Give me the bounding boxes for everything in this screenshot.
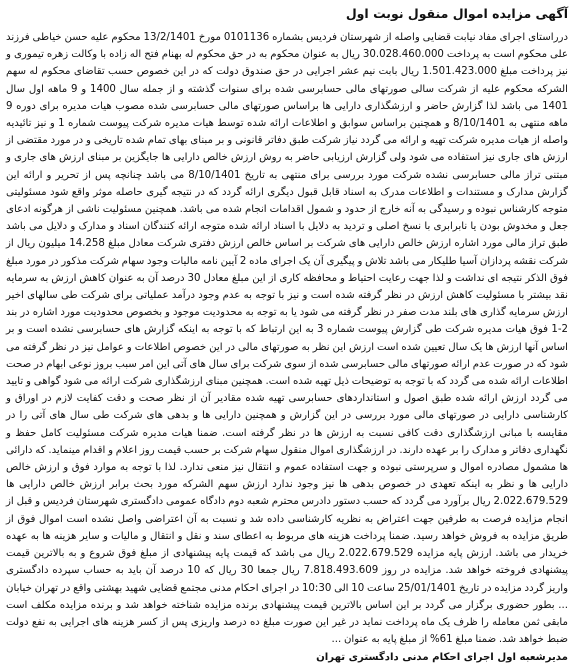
notice-body: درراستای اجرای مفاد نیابت قضایی واصله از شهرستان فردیس بشماره 0101136 مورخ 13/2/1401 محکوم علیه حسن خیاطی فرزند علی محکوم است به پرداخت 30.028.460.000 ریال به عنوان محکوم به در حق محکوم له بهنام فتح اله زاده با وکالت زهره تیموری و نیز پرداخت مبلغ 1.501.423.000 ریال بابت نیم عشر اجرایی در حق صندوق دولت که در این خصوص حسب تقاضای محکوم له سهم الشرکه محکوم علیه از شرکت سالی صورتهای مالی حسابرسی شده برای سنوات گذشته و از جمله سال 1400 و 9 ماهه اول سال 1401 می باشد لذا گزارش حاضر و ارزشگذاری دارایی ها براساس صورتهای مالی حسابرسی شده مصوب هیات مدیره برای دوره 9 ماهه منتهی به 8/10/1401 و همچنین براساس سوابق و اطلاعات ارائه شده توسط هیات مدیره شرکت پیوست شماره 1 و نیز تائیدیه واصله از هیات مدیره شرکت تهیه و ارائه می گردد نیاز شرکت طبق دفاتر قانونی و بر مبنای بهای تمام شده تاریخی و در مورد مقتضی از ارزش های جاری نیز استفاده می شود ولی گزارش ارزیابی حاضر به روش ارزش خالص دارایی ها جایگزین بر مبنای ارزش های جاری و مبتنی تراز مالی حسابرسی نشده شرکت مورد بررسی برای منتهی به تاریخ 8/10/1401 می باشد چنانچه پس از تحریر و ارائه این گزارش مدارک و مستندات و اطلاعات مدرک به اسناد قابل قبول دیگری ارائه گردد که در نتیجه گیری حاصله موثر واقع شود مسئولیتی متوجه کارشناس نبوده و رسیدگی به آنه خارج از حدود و شمول اقدامات انجام شده می باشد. همچنین مسئولیت ناشی از هرگونه ادعای جعل و مخدوش بودن یا نابرابری با نسخ اصلی و تردید به دلایل با اسناد ارائه شده متوجه ارائه کنندگان اسناد و مدارک و دلایل می باشد طبق تراز مالی مورد اشاره ارزش خالص دارایی های شرکت بر اساس خالص ارزش دفتری شرکت معادل مبلغ 14.258 میلیون ریال از شرکت نقشه پردازان آسیا طلیکار می باشد تلاش و پیگیری آن یک اجرای ماده 2 آیین نامه مالیات وجود سهام شرکت مذکور در مورد مبلغ فوق الذکر نتیجه ای نداشت و لذا جهت رعایت احتیاط و محافظه کاری از این مبلغ معادل 30 درصد آن به عنوان کاهش ارزش به سرمایه نقد بیشتر با مسئولیت کاهش ارزش در نظر گرفته شده است و نیز با توجه به عدم وجود درآمد عملیاتی برای شرکت طی سالهای اخیر ارزش سرمایه گذاری های بلند مدت صفر در نظر گرفته می شود یا به توجه به محدودیت موجود و بخصوص محدودیت مورد اشاره در بند 2-1 فوق هیات مدیره شرکت طی گزارش پیوست شماره 3 به این ارتباط که با توجه به اینکه گزارش های حسابرسی نشده است و بر اساس آنها ارزش ها یک سال تعیین شده است ارزش این نظر به صورتهای مالی در این خصوص اطلاعات و عوامل نیز در نظر گرفته می شود که در صورت عدم ارائه صورتهای مالی حسابرسی شده از سوی شرکت برای سال های آتی این امر سبب بروز نوعی ابهام در صحت اطلاعات ارائه شده می گردد که با توجه به توضیحات ذیل تهیه شده است. همچنین مبنای ارزشگذاری شرکت ارائه می شود گواهی و تایید می گردد ارزش ارائه شده طبق اصول و استانداردهای حسابرسی تهیه شده مقادیر آن از نظر صحت و دقت کفایت لازم در اوراق و کارشناسی دارایی در صورتهای مالی مورد بررسی در این گزارش و همچنین دارایی ها و بدهی های شرکت طی سال های آتی را در مقایسه با مبانی ارزشگذاری دقت کافی نسبت به ارزش ها در نظر گرفته است. ضمنا هیات مدیره شرکت مسئولیت کامل حفظ و نگهداری دفاتر و مدارک را بر عهده دارند. در ارزشگذاری اموال منقول سهام شرکت بر حسب قیمت روز اعلام و اقدام مینماید. که دارائی ها مشمول مصادره اموال و سرپرستی نبوده و جهت استفاده عموم و انتقال نیز منعی ندارد. لذا با توجه به موارد فوق و ارزش خالص دارایی ها و نظر به اینکه تعهدی در خصوص بدهی ها نیز وجود ندارد ارزش سهم الشرکه مورد بحث برابر ارزش خالص دارایی ها 2.022.679.529 ریال برآورد می گردد که حسب دستور دادرس محترم شعبه دوم دادگاه عمومی دادگستری شهرستان فردیس و قبل از انجام مزایده فرصت به طرفین جهت اعتراض به نظریه کارشناسی داده شد و نسبت به آن اعتراضی واصل نشده است اموال فوق از طریق مزایده به فروش خواهد رسید. ضمنا پرداخت هزینه های مربوط به اعطای سند و نقل و انتقال و مالیات و سایر هزینه ها به عهده خریدار می باشد. ارزش پایه مزایده 2.022.679.529 ریال می باشد که قیمت پایه پیشنهادی از مبلغ فوق شروع و به بالاترین قیمت پیشنهادی فروخته خواهد شد. مزایده در روز 7.818.493.609 ریال جمعا 30 ریال که 10 درصد آن باید به حساب سپرده دادگستری واریز گردد مزایده در تاریخ 25/01/1401 ساعت 10 الی 10:30 در اجرای احکام مدنی مجتمع قضایی شهید بهشتی واقع در تهران خیابان ... بطور حضوری برگزار می گردد بر این اساس بالاترین قیمت پیشنهادی برنده مزایده شناخته خواهد شد و برنده مزایده مکلف است مابقی ثمن معامله را ظرف یک ماه پرداخت نماید در غیر این صورت مبلغ ده درصد واریزی پس از کسر هزینه های اجرایی به نفع دولت ضبط خواهد شد. ضمنا مبلغ 61% از مبلغ پایه به عنوان ... [6, 32, 569, 646]
notice-signature: مدیرشعبه اول اجرای احکام مدنی دادگستری تهران [316, 652, 568, 664]
notice-title: آگهی مزایده اموال منقول نوبت اول [345, 6, 568, 21]
